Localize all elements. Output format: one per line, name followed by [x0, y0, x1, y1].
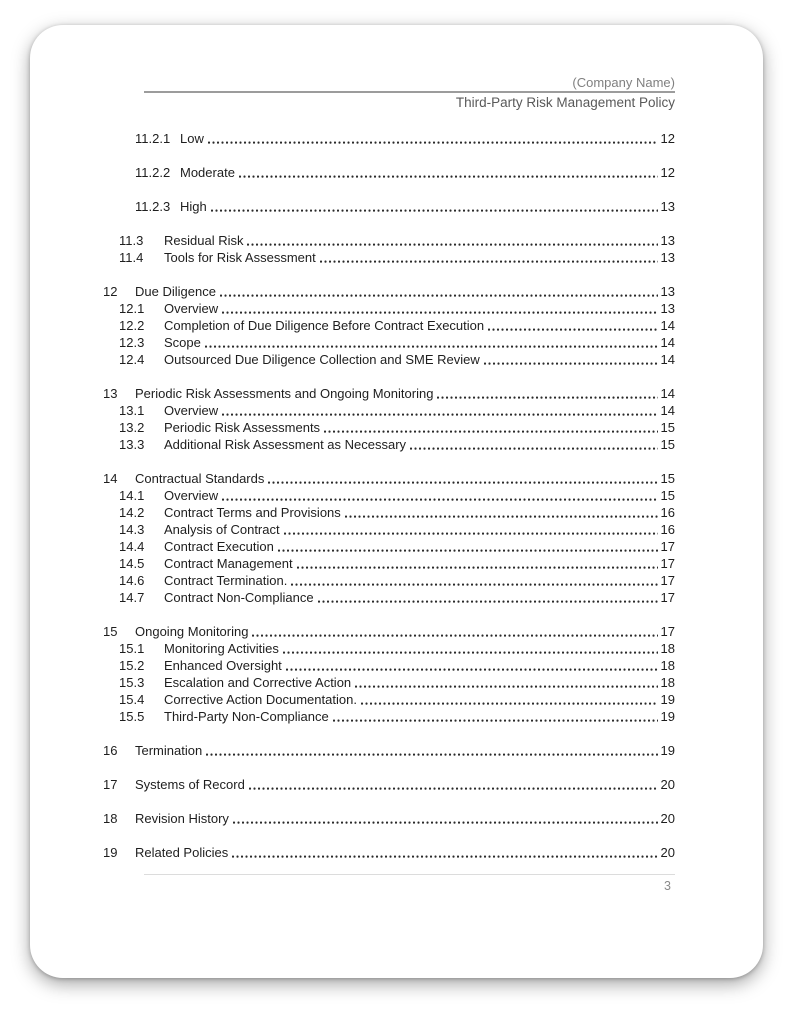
toc-entry-page: 14 [660, 352, 675, 367]
dot-leader [220, 293, 658, 297]
toc-entry-title: Outsourced Due Diligence Collection and SME Review [164, 352, 480, 367]
page-header [144, 75, 675, 111]
dot-leader [278, 548, 658, 552]
toc-entry-number: 15.1 [119, 641, 145, 656]
toc-entry-number: 16 [103, 743, 118, 758]
toc-entry[interactable] [30, 419, 763, 436]
toc-entry[interactable] [30, 521, 763, 538]
toc-entry-number: 11.2.1 [135, 131, 171, 146]
toc-entry-page: 12 [660, 131, 675, 146]
toc-entry-title: Enhanced Oversight [164, 658, 282, 673]
toc-entry-page: 13 [660, 301, 675, 316]
dot-leader [361, 701, 658, 705]
toc-entry-number: 18 [103, 811, 118, 826]
dot-leader [324, 429, 658, 433]
toc-entry[interactable] [30, 776, 763, 793]
toc-entry-number: 17 [103, 777, 118, 792]
toc [30, 130, 763, 861]
toc-entry-title: Periodic Risk Assessments and Ongoing Monitoring [135, 386, 434, 401]
toc-entry-number: 15.2 [119, 658, 145, 673]
toc-entry-title: Monitoring Activities [164, 641, 279, 656]
toc-entry[interactable] [30, 317, 763, 334]
toc-entry[interactable] [30, 657, 763, 674]
dot-leader [484, 361, 658, 365]
toc-entry-number: 13.3 [119, 437, 145, 452]
toc-entry[interactable] [30, 487, 763, 504]
dot-leader [286, 667, 658, 671]
toc-entry-page: 19 [660, 692, 675, 707]
dot-leader [345, 514, 658, 518]
toc-entry-title: Termination [135, 743, 203, 758]
toc-entry[interactable] [30, 198, 763, 215]
header-document-title: Third-Party Risk Management Policy [455, 95, 675, 110]
toc-entry-number: 12.3 [119, 335, 145, 350]
dot-leader [297, 565, 658, 569]
toc-entry-number: 11.4 [119, 250, 144, 265]
dot-leader [239, 174, 658, 178]
dot-leader [283, 650, 658, 654]
toc-entry-number: 14.2 [119, 505, 145, 520]
toc-entry-page: 20 [660, 777, 675, 792]
toc-entry[interactable] [30, 334, 763, 351]
toc-entry-title: Corrective Action Documentation. [164, 692, 357, 707]
toc-entry-page: 20 [660, 845, 675, 860]
toc-entry-title: Due Diligence [135, 284, 216, 299]
toc-entry-page: 12 [660, 165, 675, 180]
dot-leader [205, 344, 658, 348]
dot-leader [208, 140, 658, 144]
toc-entry-page: 13 [660, 233, 675, 248]
header-company-name: (Company Name) [144, 75, 675, 93]
toc-entry-page: 20 [660, 811, 675, 826]
toc-entry-number: 12.1 [119, 301, 145, 316]
toc-entry-number: 13 [103, 386, 118, 401]
dot-leader [222, 497, 658, 501]
toc-entry-page: 17 [660, 590, 675, 605]
toc-entry-number: 12.4 [119, 352, 145, 367]
toc-entry-page: 18 [660, 658, 675, 673]
toc-entry-page: 13 [660, 199, 675, 214]
toc-entry[interactable] [30, 402, 763, 419]
toc-entry-page: 16 [660, 522, 675, 537]
toc-entry-number: 14.6 [119, 573, 145, 588]
toc-entry-page: 13 [660, 250, 675, 265]
dot-leader [410, 446, 658, 450]
toc-entry-number: 12.2 [119, 318, 145, 333]
toc-entry-title: Systems of Record [135, 777, 245, 792]
toc-entry[interactable] [30, 300, 763, 317]
toc-entry-title: Contract Termination. [164, 573, 288, 588]
toc-entry[interactable] [30, 351, 763, 368]
toc-entry[interactable] [30, 249, 763, 266]
toc-entry-number: 15.3 [119, 675, 145, 690]
toc-entry-title: Contractual Standards [135, 471, 265, 486]
toc-entry[interactable] [30, 589, 763, 606]
toc-entry-number: 19 [103, 845, 118, 860]
dot-leader [222, 310, 658, 314]
dot-leader [333, 718, 658, 722]
dot-leader [249, 786, 658, 790]
toc-entry[interactable] [30, 708, 763, 725]
toc-entry-number: 14.7 [119, 590, 145, 605]
toc-entry-number: 11.2.3 [135, 199, 171, 214]
toc-entry-page: 17 [660, 624, 675, 639]
toc-entry-page: 14 [660, 335, 675, 350]
toc-entry-title: Related Policies [135, 845, 229, 860]
toc-entry-number: 14.1 [119, 488, 145, 503]
toc-entry-number: 11.3 [119, 233, 144, 248]
footer-page-number: 3 [664, 879, 671, 893]
toc-entry-number: 14.3 [119, 522, 145, 537]
dot-leader [268, 480, 658, 484]
toc-entry-number: 15.4 [119, 692, 145, 707]
toc-entry-number: 14.4 [119, 539, 145, 554]
toc-entry-page: 16 [660, 505, 675, 520]
toc-entry[interactable] [30, 674, 763, 691]
toc-entry-page: 15 [660, 488, 675, 503]
toc-entry-page: 17 [660, 556, 675, 571]
toc-entry-title: Ongoing Monitoring [135, 624, 249, 639]
toc-entry-title: Overview [164, 403, 219, 418]
toc-entry-number: 15.5 [119, 709, 145, 724]
toc-entry-page: 19 [660, 743, 675, 758]
toc-entry-number: 11.2.2 [135, 165, 171, 180]
toc-entry-title: Contract Non-Compliance [164, 590, 314, 605]
toc-entry[interactable] [30, 640, 763, 657]
toc-entry[interactable] [30, 538, 763, 555]
toc-entry-title: Periodic Risk Assessments [164, 420, 321, 435]
toc-entry-page: 18 [660, 641, 675, 656]
toc-entry[interactable] [30, 130, 763, 147]
toc-entry[interactable] [30, 436, 763, 453]
dot-leader [355, 684, 658, 688]
dot-leader [284, 531, 658, 535]
toc-entry-title: Third-Party Non-Compliance [164, 709, 329, 724]
toc-entry-number: 14 [103, 471, 118, 486]
dot-leader [291, 582, 658, 586]
dot-leader [437, 395, 658, 399]
toc-entry-title: Escalation and Corrective Action [164, 675, 352, 690]
toc-entry[interactable] [30, 232, 763, 249]
toc-entry-title: Tools for Risk Assessment [164, 250, 316, 265]
toc-entry-page: 13 [660, 284, 675, 299]
toc-entry[interactable] [30, 572, 763, 589]
toc-entry-title: Low [180, 131, 204, 146]
toc-entry[interactable] [30, 691, 763, 708]
toc-entry-page: 17 [660, 573, 675, 588]
toc-entry-page: 14 [660, 318, 675, 333]
dot-leader [206, 752, 658, 756]
toc-entry-title: Completion of Due Diligence Before Contract Execution [164, 318, 485, 333]
toc-entry-page: 15 [660, 471, 675, 486]
toc-entry-number: 12 [103, 284, 118, 299]
dot-leader [211, 208, 658, 212]
toc-entry-number: 15 [103, 624, 118, 639]
toc-entry[interactable] [30, 470, 763, 487]
toc-entry-title: High [180, 199, 207, 214]
toc-entry[interactable] [30, 504, 763, 521]
toc-entry[interactable] [30, 844, 763, 861]
toc-entry-title: Residual Risk [164, 233, 244, 248]
toc-entry[interactable] [30, 623, 763, 640]
toc-entry-title: Scope [164, 335, 201, 350]
page-footer [144, 874, 675, 895]
toc-entry[interactable] [30, 385, 763, 402]
dot-leader [252, 633, 658, 637]
toc-entry-title: Overview [164, 488, 219, 503]
toc-entry-title: Overview [164, 301, 219, 316]
toc-entry-title: Revision History [135, 811, 229, 826]
dot-leader [320, 259, 658, 263]
toc-entry[interactable] [30, 810, 763, 827]
toc-entry-number: 14.5 [119, 556, 145, 571]
toc-entry-page: 19 [660, 709, 675, 724]
toc-entry-page: 15 [660, 420, 675, 435]
dot-leader [233, 820, 658, 824]
toc-entry-page: 17 [660, 539, 675, 554]
dot-leader [222, 412, 658, 416]
toc-entry-page: 18 [660, 675, 675, 690]
dot-leader [247, 242, 658, 246]
toc-entry[interactable] [30, 164, 763, 181]
toc-entry-title: Contract Management [164, 556, 293, 571]
dot-leader [232, 854, 658, 858]
toc-entry-number: 13.2 [119, 420, 145, 435]
toc-entry-page: 15 [660, 437, 675, 452]
toc-entry-title: Analysis of Contract [164, 522, 280, 537]
toc-entry[interactable] [30, 742, 763, 759]
toc-entry-title: Additional Risk Assessment as Necessary [164, 437, 407, 452]
toc-entry-page: 14 [660, 403, 675, 418]
toc-entry[interactable] [30, 283, 763, 300]
toc-entry-number: 13.1 [119, 403, 145, 418]
toc-entry-title: Contract Execution [164, 539, 274, 554]
dot-leader [318, 599, 658, 603]
dot-leader [488, 327, 658, 331]
document-page [30, 25, 763, 978]
toc-entry[interactable] [30, 555, 763, 572]
toc-entry-title: Contract Terms and Provisions [164, 505, 341, 520]
toc-entry-page: 14 [660, 386, 675, 401]
toc-entry-title: Moderate [180, 165, 235, 180]
